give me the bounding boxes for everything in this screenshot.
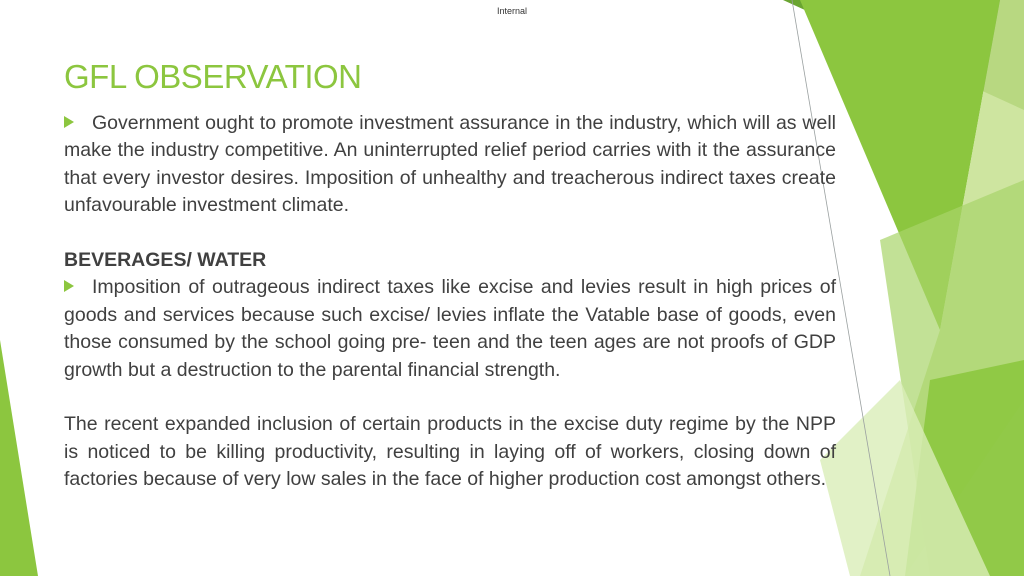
excise-paragraph: The recent expanded inclusion of certain products in the excise duty regime by the NPP is noticed to be killing productivity, resulting in laying off of workers, closing down of factories because of very low sales in the face of higher production cost amongst others.: [64, 413, 836, 491]
bullet-item-investment: [64, 110, 836, 220]
left-edge-shape: [0, 340, 38, 576]
bullet-text-investment: Government ought to promote investment assurance in the industry, which will as well make the industry competitive. An uninterrupted relief period carries with it the assurance that every investor desires. Imposition of unhealthy and treacherous indirect taxes create unfavourable investment climate.: [64, 112, 836, 217]
triangle-right-icon: [64, 280, 74, 292]
bullet-text-taxes: Imposition of outrageous indirect taxes like excise and levies result in high prices of goods and services because such excise/ levies inflate the Vatable base of goods, even those consumed by the school going pre- teen and the teen ages are not proofs of GDP growth but a destruction to the parental financial strength.: [64, 276, 836, 381]
paragraph-spacer: [64, 384, 836, 411]
slide-title: GFL OBSERVATION: [64, 58, 362, 95]
paragraph-spacer: [64, 220, 836, 247]
slide-body: [64, 110, 836, 494]
bullet-item-taxes: [64, 274, 836, 384]
triangle-right-icon: [64, 116, 74, 128]
section-heading: BEVERAGES/ WATER: [64, 249, 267, 272]
classification-label: Internal: [496, 6, 528, 16]
